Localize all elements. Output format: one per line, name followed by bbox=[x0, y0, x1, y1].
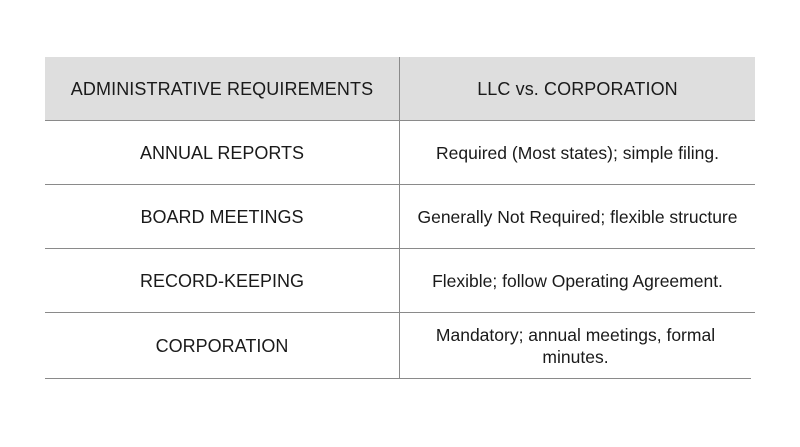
table-row bbox=[45, 185, 755, 249]
header-administrative-requirements: ADMINISTRATIVE REQUIREMENTS bbox=[45, 57, 400, 120]
comparison-table bbox=[45, 57, 755, 379]
row-detail: Flexible; follow Operating Agreement. bbox=[432, 270, 723, 291]
table-row bbox=[45, 313, 751, 379]
row-detail: Required (Most states); simple filing. bbox=[435, 142, 720, 163]
table-row bbox=[45, 121, 755, 185]
table-header-row bbox=[45, 57, 755, 121]
row-requirement: BOARD MEETINGS bbox=[45, 185, 400, 248]
row-requirement: RECORD-KEEPING bbox=[45, 249, 400, 312]
row-detail: Generally Not Required; flexible structure bbox=[417, 206, 738, 227]
row-detail: Mandatory; annual meetings, formal minutes. bbox=[435, 324, 716, 367]
row-requirement: CORPORATION bbox=[45, 313, 400, 378]
row-requirement: ANNUAL REPORTS bbox=[45, 121, 400, 184]
header-llc-vs-corporation: LLC vs. CORPORATION bbox=[477, 78, 678, 99]
table-row bbox=[45, 249, 755, 313]
